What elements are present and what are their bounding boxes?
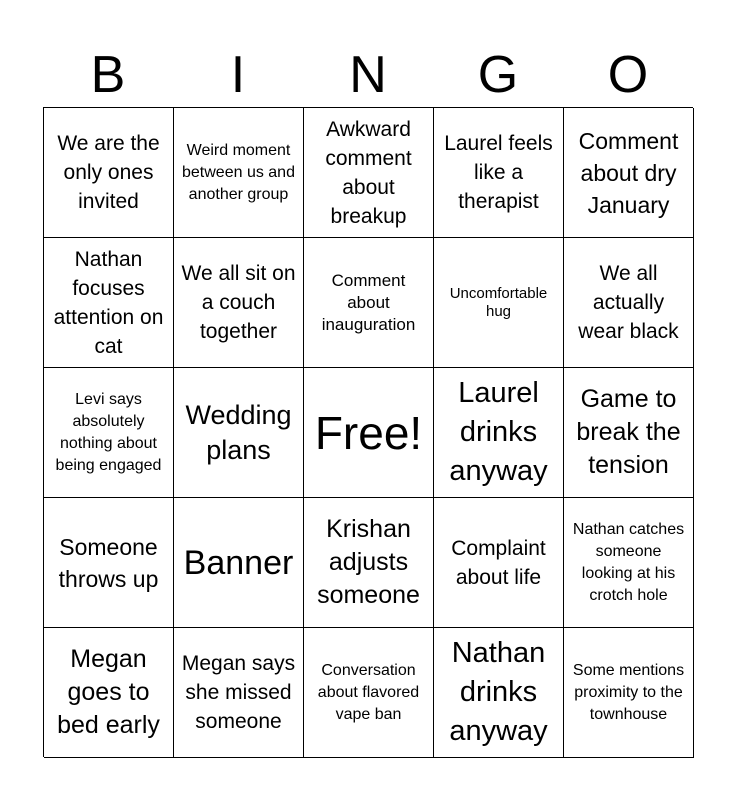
cell-text: We are the only ones invited bbox=[57, 132, 160, 213]
bingo-cell-r3-c3[interactable] bbox=[304, 368, 434, 498]
cell-text: Someone throws up bbox=[58, 533, 159, 592]
bingo-cell-r2-c2[interactable] bbox=[174, 238, 304, 368]
bingo-cell-r2-c5[interactable] bbox=[564, 238, 694, 368]
bingo-cell-r5-c4[interactable] bbox=[434, 628, 564, 758]
bingo-header bbox=[43, 44, 693, 106]
cell-text: We all actually wear black bbox=[578, 262, 679, 343]
bingo-cell-r4-c4[interactable] bbox=[434, 498, 564, 628]
cell-text: Uncomfortable hug bbox=[449, 284, 548, 320]
cell-text: Weird moment between us and another group bbox=[182, 141, 295, 203]
bingo-cell-r5-c2[interactable] bbox=[174, 628, 304, 758]
bingo-cell-r1-c4[interactable] bbox=[434, 108, 564, 238]
bingo-cell-r4-c1[interactable] bbox=[44, 498, 174, 628]
bingo-cell-r1-c2[interactable] bbox=[174, 108, 304, 238]
cell-text: Laurel feels like a therapist bbox=[444, 132, 553, 213]
cell-text: Megan says she missed someone bbox=[181, 652, 296, 733]
bingo-cell-r2-c3[interactable] bbox=[304, 238, 434, 368]
header-letter-g: G bbox=[477, 46, 519, 104]
bingo-cell-r4-c3[interactable] bbox=[304, 498, 434, 628]
header-letter-n: N bbox=[349, 46, 387, 104]
header-letter-i: I bbox=[230, 46, 246, 104]
bingo-cell-r2-c4[interactable] bbox=[434, 238, 564, 368]
cell-text: Levi says absolutely nothing about being engaged bbox=[55, 390, 162, 474]
bingo-cell-r3-c1[interactable] bbox=[44, 368, 174, 498]
bingo-cell-r3-c2[interactable] bbox=[174, 368, 304, 498]
cell-text: We all sit on a couch together bbox=[181, 262, 296, 343]
cell-text: Comment about dry January bbox=[578, 127, 679, 218]
cell-text: Krishan adjusts someone bbox=[317, 515, 420, 609]
bingo-cell-r2-c1[interactable] bbox=[44, 238, 174, 368]
cell-text: Nathan focuses attention on cat bbox=[53, 247, 164, 358]
cell-text: Wedding plans bbox=[185, 399, 292, 465]
bingo-cell-r5-c3[interactable] bbox=[304, 628, 434, 758]
bingo-cell-r4-c5[interactable] bbox=[564, 498, 694, 628]
bingo-cell-r5-c1[interactable] bbox=[44, 628, 174, 758]
cell-text: Some mentions proximity to the townhouse bbox=[572, 661, 685, 723]
bingo-cell-r1-c5[interactable] bbox=[564, 108, 694, 238]
cell-text: Conversation about flavored vape ban bbox=[317, 661, 420, 723]
bingo-board bbox=[43, 107, 693, 757]
cell-text: Awkward comment about breakup bbox=[325, 117, 412, 228]
bingo-cell-r1-c1[interactable] bbox=[44, 108, 174, 238]
header-letter-b: B bbox=[90, 46, 126, 104]
bingo-cell-r5-c5[interactable] bbox=[564, 628, 694, 758]
bingo-cell-r4-c2[interactable] bbox=[174, 498, 304, 628]
header-letter-o: O bbox=[607, 46, 649, 104]
cell-text: Nathan catches someone looking at his crotch hole bbox=[572, 520, 685, 604]
cell-text: Banner bbox=[183, 543, 294, 582]
cell-text: Nathan drinks anyway bbox=[449, 637, 548, 747]
bingo-cell-r1-c3[interactable] bbox=[304, 108, 434, 238]
bingo-cell-r3-c4[interactable] bbox=[434, 368, 564, 498]
cell-text: Complaint about life bbox=[451, 536, 546, 589]
free-space: Free! bbox=[314, 406, 423, 459]
cell-text: Laurel drinks anyway bbox=[449, 377, 548, 487]
bingo-cell-r3-c5[interactable] bbox=[564, 368, 694, 498]
cell-text: Megan goes to bed early bbox=[57, 645, 160, 739]
cell-text: Comment about inauguration bbox=[321, 270, 416, 334]
cell-text: Game to break the tension bbox=[576, 385, 681, 479]
